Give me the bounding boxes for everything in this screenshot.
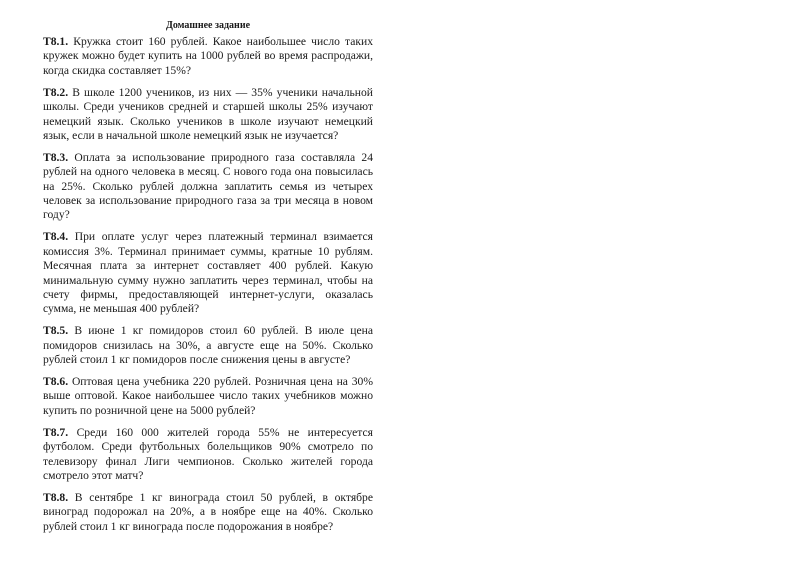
task-number: Т8.8. — [43, 490, 69, 504]
task-number: Т8.2. — [43, 85, 69, 99]
task-number: Т8.7. — [43, 425, 69, 439]
homework-page — [43, 20, 373, 542]
task-text: При оплате услуг через платежный терминал взимается комиссия 3%. Терминал принимает суммы, кратные 10 рублям. Месячная плата за интернет составляет 400 рублей. Какую минимальную сумму нужно заплатить через терминал, чтобы на счету фирмы, предоставляющей интернет-услуги, оказалась сумма, не меньшая 400 рублей? — [43, 230, 373, 316]
task-number: Т8.6. — [43, 375, 69, 389]
task-text: В сентябре 1 кг винограда стоил 50 рублей, в октябре виноград подорожал на 20%, а в ноябре еще на 40%. Сколько рублей стоил 1 кг винограда после подорожания в ноябре? — [43, 490, 373, 533]
task-text: Оптовая цена учебника 220 рублей. Розничная цена на 30% выше оптовой. Какое наибольшее число таких учебников можно купить по розничной цене на 5000 рублей? — [43, 375, 373, 417]
task-number: Т8.1. — [43, 35, 69, 48]
task-t8-2 — [43, 86, 373, 144]
task-t8-3 — [43, 151, 373, 223]
task-t8-7 — [43, 426, 373, 484]
task-t8-6 — [43, 375, 373, 418]
task-t8-4 — [43, 230, 373, 316]
task-number: Т8.5. — [43, 324, 69, 338]
task-t8-1 — [43, 35, 373, 78]
task-number: Т8.4. — [43, 230, 69, 244]
task-text: Среди 160 000 жителей города 55% не интересуется футболом. Среди футбольных болельщиков 90% смотрело по телевизору финал Лиги чемпионов. Сколько жителей города смотрело этот матч? — [43, 425, 373, 482]
task-text: В июне 1 кг помидоров стоил 60 рублей. В июле цена помидоров снизилась на 30%, а августе еще на 50%. Сколько рублей стоил 1 кг помидоров после снижения цены в августе? — [43, 324, 373, 367]
task-text: Кружка стоит 160 рублей. Какое наибольшее число таких кружек можно будет купить на 1000 рублей во время распродажи, когда скидка составляет 15%? — [43, 35, 373, 77]
task-t8-5 — [43, 324, 373, 367]
task-text: В школе 1200 учеников, из них — 35% ученики начальной школы. Среди учеников средней и старшей школы 25% изучают немецкий язык. Сколько учеников в школе изучают немецкий язык, если в начальной школе немецкий язык не изучается? — [43, 85, 373, 142]
page-title: Домашнее задание — [165, 20, 251, 31]
task-number: Т8.3. — [43, 150, 69, 164]
task-text: Оплата за использование природного газа составляла 24 рублей на одного человека в месяц. С нового года она повысилась на 25%. Сколько рублей должна заплатить семья из четырех человек за использование природного газа за три месяца в новом году? — [43, 150, 373, 222]
task-t8-8 — [43, 491, 373, 534]
